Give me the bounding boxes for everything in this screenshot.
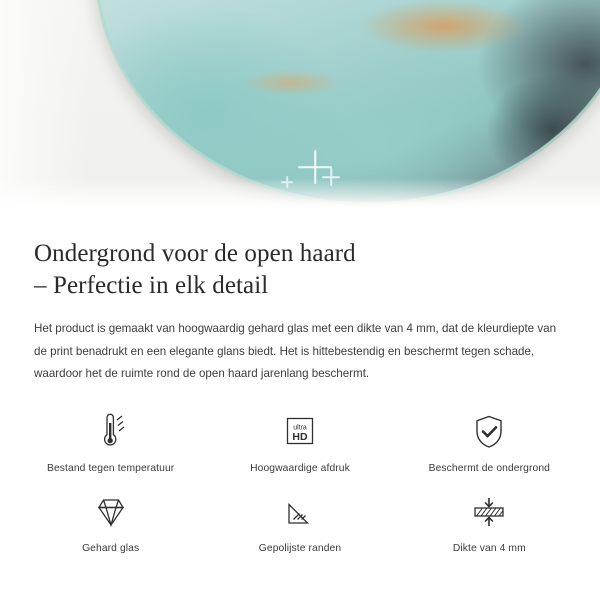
feature-label: Gehard glas — [82, 542, 140, 554]
feature-item-polished-edges — [205, 490, 394, 554]
polished-edges-icon — [280, 490, 320, 534]
description-content — [0, 212, 600, 386]
feature-item-surface-protection — [395, 410, 584, 474]
feature-item-temperature — [16, 410, 205, 474]
page-title — [34, 238, 504, 302]
page-title-line-1: Ondergrond voor de open haard — [34, 240, 356, 267]
body-paragraph: Het product is gemaakt van hoogwaardig gehard glas met een dikte van 4 mm, dat de kleurdiepte van de print benadrukt en een elegante glans biedt. Het is hittebestendig en beschermt tegen schade, waardoor het de ruimte rond de open haard jarenlang beschermt. — [34, 322, 557, 381]
feature-label: Hoogwaardige afdruk — [250, 462, 350, 474]
thermometer-icon — [91, 410, 131, 454]
feature-label: Gepolijste randen — [258, 542, 342, 554]
feature-item-tempered-glass — [16, 490, 205, 554]
shield-check-icon — [469, 410, 509, 454]
ultra-hd-icon — [279, 410, 321, 454]
hero-image — [0, 0, 600, 212]
feature-label: Dikte van 4 mm — [452, 542, 526, 554]
diamond-icon — [89, 490, 133, 534]
page-title-line-2: – Perfectie in elk detail — [34, 272, 269, 299]
hero-bottom-fade — [0, 178, 600, 212]
thickness-arrows-icon — [467, 490, 511, 534]
feature-label: Bestand tegen temperatuur — [47, 462, 175, 474]
feature-item-print-quality — [205, 410, 394, 474]
svg-text:HD: HD — [292, 430, 308, 443]
feature-item-thickness — [395, 490, 584, 554]
svg-text:ultra: ultra — [293, 424, 307, 432]
feature-grid — [0, 410, 600, 554]
feature-label: Beschermt de ondergrond — [428, 462, 550, 474]
